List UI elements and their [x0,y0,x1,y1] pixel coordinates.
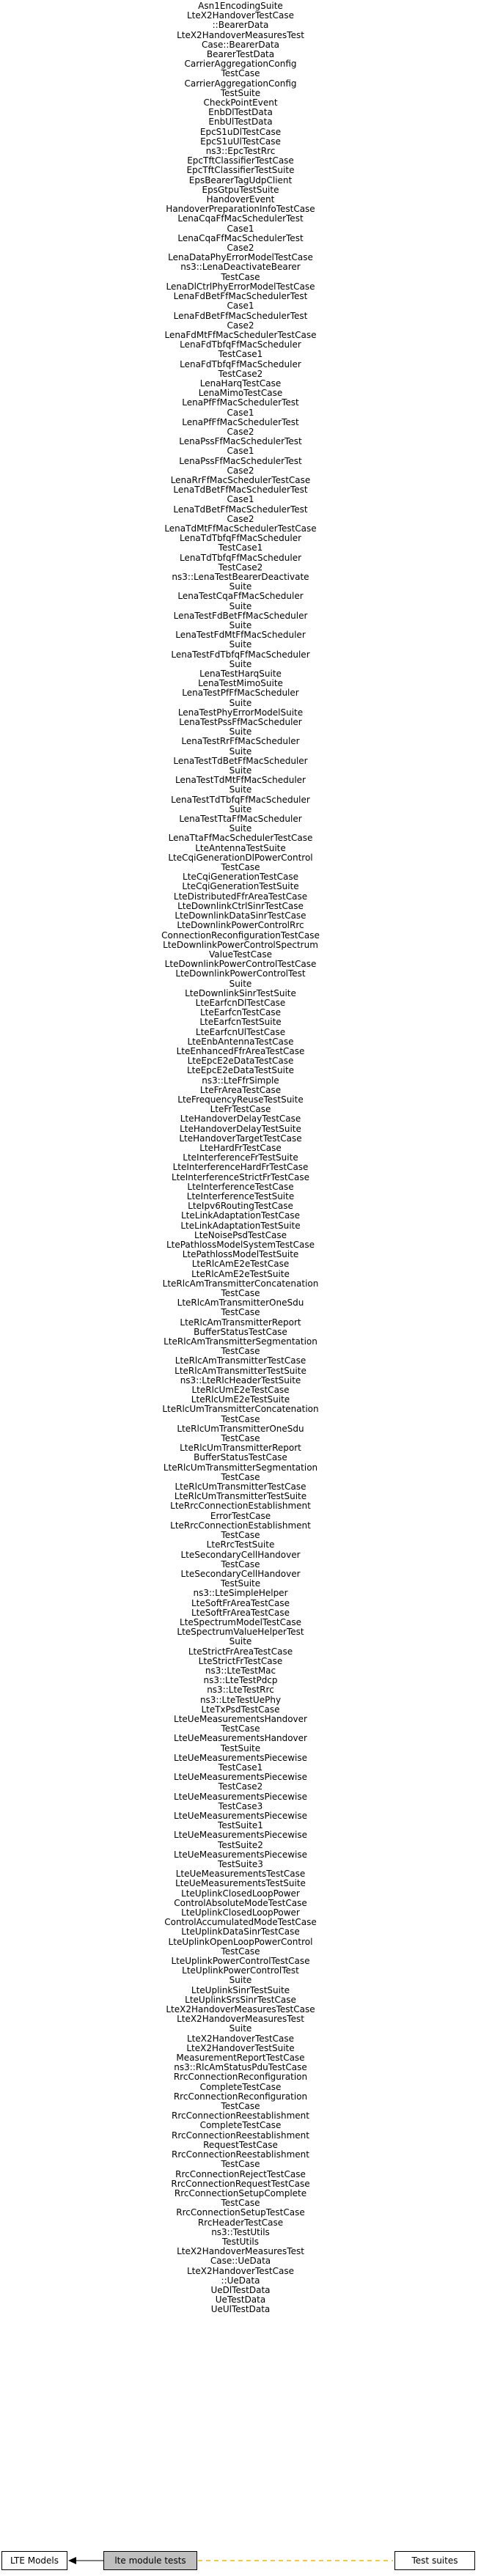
test-class-label[interactable]: LteLinkAdaptationTestCase [181,1210,300,1221]
test-class-label[interactable]: LteDownlinkDataSinrTestCase [175,910,306,921]
test-class-label[interactable]: LenaPfFfMacSchedulerTest [182,416,299,427]
test-class-label[interactable]: LenaMimoTestCase [198,388,283,399]
test-class-label[interactable]: LenaTestTdBetFfMacScheduler [173,755,308,766]
test-class-label[interactable]: TestCase2 [218,562,263,573]
test-class-label[interactable]: TestUtils [221,2236,260,2247]
test-class-label[interactable]: Case1 [227,407,254,418]
test-class-label[interactable]: ns3::RlcAmStatusPduTestCase [174,2062,307,2073]
test-class-label[interactable]: Suite [229,581,252,592]
test-class-label[interactable]: LteInterferenceFrTestSuite [183,1152,298,1163]
test-class-label[interactable]: LenaTtaFfMacSchedulerTestCase [168,833,313,844]
test-class-label[interactable]: Suite [229,620,252,630]
test-class-label[interactable]: RrcConnectionReconfiguration [173,2072,308,2083]
test-class-label[interactable]: LteDistributedFfrAreaTestCase [173,891,308,902]
test-class-label[interactable]: LteTxPsdTestCase [201,1704,280,1715]
test-class-label[interactable]: LenaTestCqaFfMacScheduler [177,591,304,602]
test-class-label[interactable]: BufferStatusTestCase [194,1326,287,1337]
test-class-label[interactable]: LteUplinkSrsSinrTestCase [185,1994,296,2005]
test-class-label[interactable]: TestCase1 [218,542,263,553]
test-class-label[interactable]: ErrorTestCase [210,1510,271,1521]
test-class-label[interactable]: LteEarfcnTestSuite [199,1017,282,1028]
test-class-label[interactable]: ns3::LteFfrSimple [202,1075,279,1086]
test-class-label[interactable]: Suite [229,639,252,650]
test-class-label[interactable]: LteRrcConnectionEstablishment [170,1501,311,1512]
test-class-label[interactable]: LteStrictFrAreaTestCase [188,1646,293,1657]
test-class-label[interactable]: EnbDlTestData [208,107,273,118]
test-class-label[interactable]: LteLinkAdaptationTestSuite [180,1220,301,1231]
test-class-label[interactable]: LteRlcUmTransmitterTestCase [175,1482,306,1493]
test-class-label[interactable]: LenaTdBetFfMacSchedulerTest [173,485,308,496]
test-class-label[interactable]: LenaDataPhyErrorModelTestCase [168,252,313,263]
test-class-label[interactable]: TestCase [221,1433,260,1444]
test-class-label[interactable]: RrcConnectionReestablishment [172,2149,309,2160]
test-class-label[interactable]: LteUplinkSinrTestSuite [191,1984,290,1995]
test-class-label[interactable]: RrcConnectionReestablishment [172,2111,309,2121]
test-class-label[interactable]: LteEarfcnTestCase [199,1007,282,1018]
test-class-label[interactable]: LenaPssFfMacSchedulerTest [179,455,302,466]
test-class-label[interactable]: Asn1EncodingSuite [198,1,283,11]
test-class-label[interactable]: LteRlcUmTransmitterTestSuite [174,1491,307,1502]
test-class-label[interactable]: LteDownlinkPowerControlTestCase [164,959,317,970]
test-class-label[interactable]: Case1 [227,494,254,505]
test-class-label[interactable]: LenaTdTbfqFfMacScheduler [179,533,302,544]
test-class-label[interactable]: CheckPointEvent [203,97,278,108]
test-class-label[interactable]: LteCqiGenerationDlPowerControl [168,852,313,863]
test-class-label[interactable]: Suite [229,726,252,737]
test-class-label[interactable]: TestSuite [220,1578,261,1589]
test-class-label[interactable]: Suite [229,600,252,611]
test-class-label[interactable]: LteUplinkDataSinrTestCase [181,1927,300,1937]
test-class-label[interactable]: LenaTestHarqSuite [199,669,282,680]
test-class-label[interactable]: LteX2HandoverMeasuresTest [177,29,304,40]
test-class-label[interactable]: LenaCqaFfMacSchedulerTest [177,213,304,224]
test-class-label[interactable]: EpcTftClassifierTestCase [187,155,294,166]
test-class-label[interactable]: Case2 [227,513,254,524]
test-class-label[interactable]: LteDownlinkPowerControlSpectrum [163,939,318,950]
test-class-label[interactable]: LteEnhancedFfrAreaTestCase [176,1045,305,1056]
test-class-label[interactable]: LteStrictFrTestCase [198,1655,283,1666]
test-class-label[interactable]: LenaCqaFfMacSchedulerTest [177,232,304,243]
test-class-label[interactable]: LteFrAreaTestCase [199,1084,282,1095]
test-class-label[interactable]: LteHardFrTestCase [199,1142,282,1153]
test-class-label[interactable]: LteUeMeasurementsTestSuite [175,1878,306,1889]
test-class-label[interactable]: TestCase3 [218,1800,263,1811]
test-class-label[interactable]: LteAntennaTestSuite [195,842,286,853]
test-class-label[interactable]: LteRlcUmTransmitterConcatenation [162,1404,319,1415]
test-class-label[interactable]: TestCase [221,1471,260,1482]
test-class-label[interactable]: TestCase [221,1946,260,1957]
test-class-label[interactable]: LteInterferenceHardFrTestCase [172,1162,309,1173]
test-class-label[interactable]: Case2 [227,320,254,331]
edge-arrowhead [68,2557,76,2564]
test-class-label[interactable]: BufferStatusTestCase [194,1452,287,1463]
test-class-label[interactable]: ns3::LteTestRrc [207,1685,274,1696]
test-class-label[interactable]: LteUeMeasurementsPiecewise [173,1791,308,1802]
test-class-label[interactable]: LteUeMeasurementsPiecewise [173,1810,308,1821]
test-class-label[interactable]: LenaRrFfMacSchedulerTestCase [170,474,311,485]
test-class-label[interactable]: Case1 [227,223,254,234]
test-class-label[interactable]: Suite [229,1975,252,1986]
test-class-label[interactable]: Suite [229,746,252,757]
test-class-label[interactable]: LteEnbAntennaTestCase [187,1036,294,1047]
test-class-label[interactable]: LenaFdBetFfMacSchedulerTest [173,310,308,321]
test-class-label[interactable]: LenaTestFdTbfqFfMacScheduler [171,649,310,660]
test-class-label[interactable]: UeUlTestData [210,2304,271,2315]
test-class-label[interactable]: CompleteTestCase [199,2120,282,2131]
test-class-label[interactable]: LteUeMeasurementsPiecewise [173,1849,308,1860]
test-class-label[interactable]: CompleteTestCase [199,2081,282,2092]
test-class-label[interactable]: LteDownlinkSinrTestSuite [185,987,296,998]
test-class-label[interactable]: LteRlcUmE2eTestCase [191,1385,290,1396]
test-class-label[interactable]: ::BearerData [212,20,269,31]
test-class-label[interactable]: RrcConnectionRejectTestCase [175,2168,306,2179]
test-class-label[interactable]: TestCase [221,1530,260,1541]
test-class-label[interactable]: LteRlcAmE2eTestSuite [191,1268,290,1279]
test-class-label[interactable]: LteSoftFrAreaTestCase [191,1597,290,1608]
test-class-label[interactable]: LteInterferenceTestSuite [186,1191,295,1201]
test-class-label[interactable]: LenaTestTtaFfMacScheduler [179,814,302,825]
test-class-label[interactable]: LteHandoverDelayTestSuite [180,1123,301,1134]
test-class-label[interactable]: Case1 [227,446,254,457]
test-class-label[interactable]: LenaTestRrFfMacScheduler [181,736,300,747]
test-class-label[interactable]: EnbUlTestData [208,117,273,128]
test-class-label[interactable]: LenaTestMimoSuite [198,678,283,689]
test-class-label[interactable]: LenaFdMtFfMacSchedulerTestCase [164,329,317,340]
test-class-label[interactable]: RrcConnectionReestablishment [172,2130,309,2141]
test-class-label[interactable]: TestCase [221,68,260,79]
test-class-label[interactable]: RrcConnectionSetupTestCase [176,2207,305,2218]
test-class-label[interactable]: LteX2HandoverMeasuresTest [177,2014,304,2025]
test-class-label[interactable]: LteX2HandoverMeasuresTest [177,2246,304,2257]
test-class-label[interactable]: LteUplinkOpenLoopPowerControl [168,1936,313,1947]
test-class-label[interactable]: LenaTestTdMtFfMacScheduler [175,775,306,786]
test-class-label[interactable]: LteEpcE2eDataTestSuite [186,1065,295,1076]
test-class-label[interactable]: Suite [229,784,252,795]
test-class-label[interactable]: Case2 [227,465,254,476]
test-class-label[interactable]: BearerTestData [206,49,275,60]
test-class-label[interactable]: LteInterferenceTestCase [187,1181,294,1192]
test-class-label[interactable]: HandoverEvent [206,194,275,205]
test-class-label[interactable]: TestCase2 [218,1781,263,1792]
node-test-suites[interactable]: Test suites [394,2551,475,2570]
test-class-label[interactable]: RrcConnectionReconfiguration [173,2091,308,2102]
test-class-label[interactable]: EpcS1uUlTestCase [200,136,281,147]
test-class-label[interactable]: ns3::TestUtils [211,2226,270,2237]
test-class-label[interactable]: TestSuite1 [218,1820,263,1831]
test-class-label[interactable]: EpcS1uDlTestCase [199,126,282,137]
test-class-label[interactable]: Suite [229,1636,252,1647]
test-class-label[interactable]: LteUeMeasurementsPiecewise [173,1772,308,1783]
test-class-label[interactable]: LenaTestTdTbfqFfMacScheduler [171,794,310,805]
test-class-label[interactable]: MeasurementReportTestCase [176,2053,305,2064]
test-class-label[interactable]: LenaTestPssFfMacScheduler [179,717,302,728]
test-class-label[interactable]: LtePathlossModelTestSuite [182,1249,299,1260]
test-class-label[interactable]: LteUeMeasurementsTestCase [175,1869,306,1880]
test-class-label[interactable]: LteHandoverTargetTestCase [179,1133,302,1144]
test-class-label[interactable]: LteUeMeasurementsHandover [174,1713,307,1724]
test-class-label[interactable]: TestSuite [220,87,261,98]
test-class-label[interactable]: LteRrcConnectionEstablishment [170,1520,311,1531]
test-class-label[interactable]: LteNoisePsdTestCase [194,1229,287,1240]
test-class-label[interactable]: HandoverPreparationInfoTestCase [166,204,315,215]
test-class-label[interactable]: Suite [229,697,252,708]
test-class-label[interactable]: LteUplinkClosedLoopPower [181,1888,300,1899]
test-class-label[interactable]: LteCqiGenerationTestCase [182,872,299,883]
test-class-label[interactable]: TestSuite2 [218,1839,263,1850]
test-class-label[interactable]: LteRlcAmTransmitterConcatenation [162,1278,319,1289]
test-class-label[interactable]: LteDownlinkPowerControlTest [175,968,306,979]
test-class-label[interactable]: LteX2HandoverTestCase [187,2033,294,2044]
test-class-label[interactable]: LteRrcTestSuite [206,1539,275,1550]
test-class-label[interactable]: Suite [229,2023,252,2034]
test-class-label[interactable]: ns3::LteTestPdcp [203,1675,278,1686]
test-class-label[interactable]: LteRlcAmTransmitterReport [180,1317,301,1328]
test-class-label[interactable]: LteSecondaryCellHandover [180,1568,301,1579]
test-class-label[interactable]: ConnectionReconfigurationTestCase [161,930,320,941]
test-class-label[interactable]: Suite [229,765,252,776]
test-class-label[interactable]: LteCqiGenerationTestSuite [182,881,299,892]
test-class-label[interactable]: ControlAccumulatedModeTestCase [164,1917,317,1928]
test-class-label[interactable]: LteUeMeasurementsHandover [174,1733,307,1744]
test-class-label[interactable]: LenaTdTbfqFfMacScheduler [179,552,302,563]
test-class-label[interactable]: Case2 [227,426,254,437]
test-class-label[interactable]: ns3::LteTestMac [205,1665,276,1676]
test-class-label[interactable]: ns3::LteTestUePhy [199,1694,282,1705]
test-class-label[interactable]: TestSuite [220,1743,261,1753]
test-class-label[interactable]: LteRlcAmTransmitterTestSuite [175,1365,306,1376]
test-class-label[interactable]: LenaTestFdMtFfMacScheduler [175,630,306,641]
test-class-label[interactable]: ns3::EpcTestRrc [205,146,276,157]
test-class-label[interactable]: EpsGtpuTestSuite [202,184,279,195]
test-class-label[interactable]: LteEarfcnDlTestCase [195,997,286,1008]
test-class-label[interactable]: LteUplinkPowerControlTestCase [171,1956,310,1967]
node-lte-module-tests[interactable]: lte module tests [103,2551,197,2570]
test-class-label[interactable]: LteUplinkClosedLoopPower [181,1907,300,1918]
test-class-label[interactable]: LteHandoverDelayTestCase [180,1114,301,1125]
test-class-label[interactable]: Case::BearerData [201,39,280,50]
test-class-label[interactable]: LteDownlinkCtrlSinrTestCase [177,900,304,911]
test-class-label[interactable]: Case::UeData [210,2256,271,2267]
test-class-label[interactable]: Suite [229,658,252,669]
test-class-label[interactable]: LteRlcAmTransmitterTestCase [175,1355,306,1366]
test-class-label[interactable]: TestCase [221,1346,260,1357]
test-class-label[interactable]: ns3::LteSimpleHelper [193,1588,288,1599]
test-class-label[interactable]: TestCase [221,1307,260,1318]
test-class-label[interactable]: LenaTdBetFfMacSchedulerTest [173,504,308,515]
test-class-label[interactable]: UeDlTestData [210,2284,271,2295]
test-class-label[interactable]: LenaHarqTestCase [199,378,282,389]
test-class-label[interactable]: LteEarfcnUlTestCase [195,1026,286,1037]
test-class-label[interactable]: RrcConnectionRequestTestCase [171,2178,310,2189]
test-class-label[interactable]: LenaPssFfMacSchedulerTest [179,436,302,447]
test-class-list [0,1,481,2315]
test-class-label[interactable]: TestCase [221,1288,260,1299]
test-class-label[interactable]: ns3::LenaTestBearerDeactivate [172,571,309,582]
test-class-label[interactable]: TestCase1 [218,1762,263,1773]
test-class-label[interactable]: LtePathlossModelSystemTestCase [166,1240,315,1250]
test-class-label[interactable]: TestCase [221,1559,260,1569]
test-class-label[interactable]: LenaFdBetFfMacSchedulerTest [173,291,308,302]
test-class-label[interactable]: CarrierAggregationConfig [184,78,297,89]
test-class-label[interactable]: TestCase [221,2101,260,2112]
test-class-label[interactable]: LteX2HandoverTestCase [187,10,294,21]
test-class-label[interactable]: TestCase [221,1413,260,1424]
test-class-label[interactable]: RrcConnectionSetupComplete [174,2187,307,2198]
test-class-label[interactable]: LenaTestFdBetFfMacScheduler [173,610,308,621]
test-class-label[interactable]: Case2 [227,243,254,254]
test-class-label[interactable]: LteInterferenceStrictFrTestCase [171,1171,310,1182]
test-class-label[interactable]: TestCase [221,2159,260,2170]
test-class-label[interactable]: EpcTftClassifierTestSuite [186,165,295,176]
test-class-label[interactable]: LenaTdMtFfMacSchedulerTestCase [164,523,317,534]
test-class-label[interactable]: CarrierAggregationConfig [184,59,297,70]
test-class-label[interactable]: ns3::LteRlcHeaderTestSuite [180,1375,301,1385]
test-class-label[interactable]: LteSecondaryCellHandover [180,1549,301,1560]
test-class-label[interactable]: LenaTestPhyErrorModelSuite [177,707,304,718]
test-class-label[interactable]: LteRlcUmTransmitterOneSdu [177,1423,304,1434]
test-class-label[interactable]: LteX2HandoverTestSuite [186,2042,295,2053]
test-class-label[interactable]: LenaFdTbfqFfMacScheduler [180,339,301,350]
test-class-label[interactable]: LteUeMeasurementsPiecewise [173,1752,308,1763]
test-class-label[interactable]: ns3::LenaDeactivateBearer [180,262,301,273]
test-class-label[interactable]: LenaDlCtrlPhyErrorModelTestCase [166,281,315,292]
test-class-label[interactable]: LteFrTestCase [210,1104,271,1115]
test-class-label[interactable]: LenaTestPfFfMacScheduler [182,688,299,699]
test-class-label[interactable]: LteRlcUmTransmitterReport [180,1443,301,1454]
test-class-label[interactable]: TestCase [221,271,260,282]
test-class-label[interactable]: Case1 [227,301,254,312]
test-class-label[interactable]: Suite [229,803,252,814]
test-class-label[interactable]: EpsBearerTagUdpClient [188,174,293,185]
test-class-label[interactable]: LteFrequencyReuseTestSuite [177,1094,304,1105]
test-class-label[interactable]: UeTestData [215,2295,266,2305]
test-class-label[interactable]: TestSuite3 [218,1859,263,1869]
test-class-label[interactable]: LenaPfFfMacSchedulerTest [182,397,299,408]
test-class-label[interactable]: TestCase [221,2198,260,2209]
test-class-label[interactable]: LteRlcUmTransmitterSegmentation [163,1462,318,1473]
test-class-label[interactable]: LenaFdTbfqFfMacScheduler [180,358,301,369]
test-class-label[interactable]: Suite [229,823,252,834]
test-class-label[interactable]: RrcHeaderTestCase [197,2217,284,2228]
test-class-label[interactable]: LteRlcUmE2eTestSuite [191,1394,290,1405]
test-class-label[interactable]: ::UeData [221,2275,260,2286]
test-class-label[interactable]: LteSoftFrAreaTestCase [191,1607,290,1618]
test-class-label[interactable]: LteRlcAmTransmitterOneSdu [177,1298,304,1309]
test-class-label[interactable]: LteUeMeasurementsPiecewise [173,1830,308,1841]
test-class-label[interactable]: LteIpv6RoutingTestCase [188,1201,293,1212]
test-class-label[interactable]: LteX2HandoverTestCase [187,2265,294,2276]
test-class-label[interactable]: LteUplinkPowerControlTest [182,1965,299,1976]
test-class-label[interactable]: TestCase [221,1723,260,1734]
test-class-label[interactable]: TestCase [221,862,260,873]
test-class-label[interactable]: LteDownlinkPowerControlRrc [177,920,304,931]
test-class-label[interactable]: LteRlcAmE2eTestCase [191,1259,290,1270]
test-class-label[interactable]: Suite [229,978,252,989]
test-class-label[interactable]: LteX2HandoverMeasuresTestCase [166,2004,315,2015]
test-class-label[interactable]: RequestTestCase [203,2139,278,2150]
test-class-label[interactable]: LteRlcAmTransmitterSegmentation [164,1336,317,1347]
test-class-label[interactable]: TestCase2 [218,368,263,379]
test-class-label[interactable]: LteSpectrumValueHelperTest [177,1627,304,1638]
node-lte-models[interactable]: LTE Models [1,2551,67,2570]
test-class-label[interactable]: ControlAbsoluteModeTestCase [174,1897,307,1908]
test-class-label[interactable]: TestCase1 [218,349,263,360]
test-class-label[interactable]: LteEpcE2eDataTestCase [187,1056,294,1067]
test-class-label[interactable]: LteSpectrumModelTestCase [180,1616,301,1627]
test-class-label[interactable]: ValueTestCase [209,949,272,960]
